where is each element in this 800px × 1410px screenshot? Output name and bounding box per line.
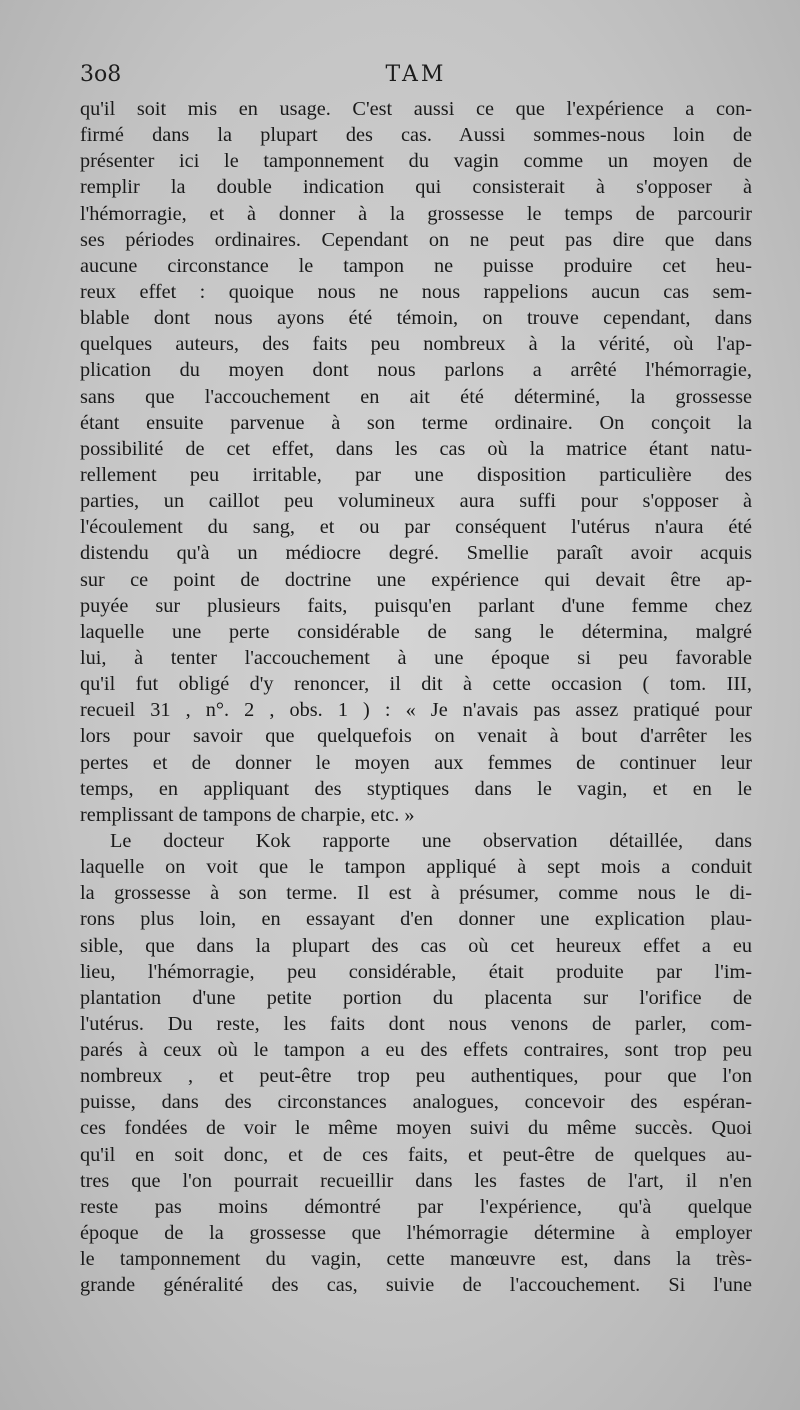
text-line: possibilité de cet effet, dans les cas où la matrice étant natu- <box>80 437 752 460</box>
text-line: la grossesse à son terme. Il est à présumer, comme nous le di- <box>80 882 752 905</box>
text-line: l'hémorragie, et à donner à la grossesse le temps de parcourir <box>80 202 752 225</box>
text-line: rons plus loin, en essayant d'en donner une explication plau- <box>80 908 752 931</box>
text-line: lui, à tenter l'accouchement à une époque si peu favorable <box>80 646 752 669</box>
text-line: aucune circonstance le tampon ne puisse produire cet heu- <box>80 254 752 277</box>
text-line: firmé dans la plupart des cas. Aussi sommes-nous loin de <box>80 124 752 147</box>
text-line: époque de la grossesse que l'hémorragie détermine à employer <box>80 1222 752 1245</box>
text-line: parés à ceux où le tampon a eu des effets contraires, sont trop peu <box>80 1039 752 1062</box>
text-line: remplir la double indication qui consisterait à s'opposer à <box>80 176 752 199</box>
text-line: rellement peu irritable, par une disposition particulière des <box>80 463 752 486</box>
text-line: ces fondées de voir le même moyen suivi du même succès. Quoi <box>80 1117 752 1140</box>
text-line: quelques auteurs, des faits peu nombreux à la vérité, où l'ap- <box>80 333 752 356</box>
text-line: l'utérus. Du reste, les faits dont nous venons de parler, com- <box>80 1012 752 1035</box>
text-line: sur ce point de doctrine une expérience qui devait être ap- <box>80 568 752 591</box>
text-line: Le docteur Kok rapporte une observation détaillée, dans <box>110 829 752 852</box>
text-line: blable dont nous ayons été témoin, on trouve cependant, dans <box>80 307 752 330</box>
text-line: lors pour savoir que quelquefois on venait à bout d'arrêter les <box>80 725 752 748</box>
text-line: distendu qu'à un médiocre degré. Smellie paraît avoir acquis <box>80 542 752 565</box>
text-line: reux effet : quoique nous ne nous rappelions aucun cas sem- <box>80 280 752 303</box>
text-line: grande généralité des cas, suivie de l'accouchement. Si l'une <box>80 1274 752 1297</box>
text-line: laquelle on voit que le tampon appliqué à sept mois a conduit <box>80 856 752 879</box>
text-line: plication du moyen dont nous parlons a arrêté l'hémorragie, <box>80 359 752 382</box>
text-line: pertes et de donner le moyen aux femmes de continuer leur <box>80 751 752 774</box>
text-line: le tamponnement du vagin, cette manœuvre est, dans la très- <box>80 1248 752 1271</box>
text-line: parties, un caillot peu volumineux aura suffi pour s'opposer à <box>80 490 752 513</box>
text-line: tres que l'on pourrait recueillir dans les fastes de l'art, il n'en <box>80 1169 752 1192</box>
text-line: sible, que dans la plupart des cas où cet heureux effet a eu <box>80 934 752 957</box>
text-line: puyée sur plusieurs faits, puisqu'en parlant d'une femme chez <box>80 594 752 617</box>
text-line: temps, en appliquant des styptiques dans le vagin, et en le <box>80 777 752 800</box>
text-line: qu'il en soit donc, et de ces faits, et peut-être de quelques au- <box>80 1143 752 1166</box>
page-header <box>80 62 752 92</box>
running-head: TAM <box>385 62 447 87</box>
text-line: nombreux , et peut-être trop peu authentiques, pour que l'on <box>80 1065 752 1088</box>
text-line: qu'il soit mis en usage. C'est aussi ce que l'expérience a con- <box>80 98 752 120</box>
text-line: remplissant de tampons de charpie, etc. » <box>80 803 415 826</box>
page-number: 3o8 <box>80 62 122 87</box>
text-line: présenter ici le tamponnement du vagin comme un moyen de <box>80 150 752 173</box>
text-line: plantation d'une petite portion du placenta sur l'orifice de <box>80 986 752 1009</box>
text-line: puisse, dans des circonstances analogues, concevoir des espéran- <box>80 1091 752 1114</box>
text-line: sans que l'accouchement en ait été déterminé, la grossesse <box>80 385 752 408</box>
text-line: recueil 31 , n°. 2 , obs. 1 ) : « Je n'avais pas assez pratiqué pour <box>80 699 752 722</box>
text-line: lieu, l'hémorragie, peu considérable, était produite par l'im- <box>80 960 752 983</box>
text-line: étant ensuite parvenue à son terme ordinaire. On conçoit la <box>80 411 752 434</box>
text-line: ses périodes ordinaires. Cependant on ne peut pas dire que dans <box>80 228 752 251</box>
text-line: l'écoulement du sang, et ou par conséquent l'utérus n'aura été <box>80 516 752 539</box>
text-line: laquelle une perte considérable de sang le détermina, malgré <box>80 620 752 643</box>
text-line: reste pas moins démontré par l'expérience, qu'à quelque <box>80 1195 752 1218</box>
text-line: qu'il fut obligé d'y renoncer, il dit à cette occasion ( tom. III, <box>80 673 752 696</box>
body-text <box>80 96 752 1298</box>
